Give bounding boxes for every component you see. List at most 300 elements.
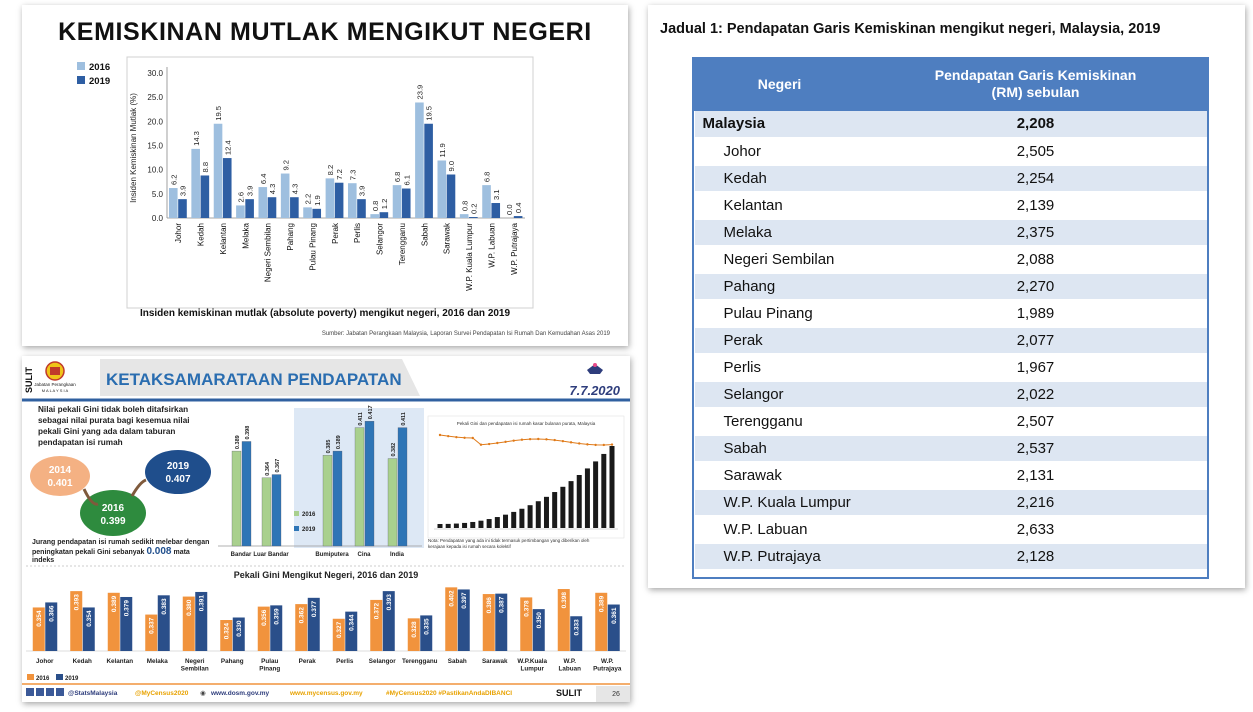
table-row — [695, 516, 1207, 543]
gini-state-data-label: 0.389 — [110, 595, 118, 613]
table-row — [695, 273, 1207, 300]
poverty-category-label: Melaka — [241, 223, 251, 249]
gini-state-category-label: Perak — [298, 658, 316, 665]
agency-country: M A L A Y S I A — [41, 388, 69, 393]
gini-state-data-label: 0.350 — [535, 612, 543, 629]
table-header-income-line2: (RM) sebulan — [991, 84, 1080, 100]
poverty-bar-2016 — [191, 149, 200, 218]
poverty-bar-2016 — [214, 124, 223, 218]
table-cell-state: Malaysia — [695, 111, 865, 138]
gini-state-data-label: 0.389 — [598, 595, 606, 613]
table-cell-state: W.P. Kuala Lumpur — [695, 489, 865, 516]
poverty-category-label: Johor — [174, 223, 184, 244]
gini-state-category-label: Negeri — [184, 658, 205, 665]
strata-data-label: 0.411 — [401, 412, 407, 426]
poverty-data-label: 19.5 — [424, 105, 434, 121]
table-cell-state: Negeri Sembilan — [695, 246, 865, 273]
poverty-bar-2019 — [268, 197, 277, 218]
strata-data-label: 0.417 — [368, 405, 374, 420]
poverty-legend — [77, 62, 110, 87]
gini-state-chart-title: Pekali Gini Mengikut Negeri, 2016 dan 2019 — [233, 570, 419, 580]
poverty-data-label: 6.4 — [258, 173, 268, 185]
gini-state-category-label: Kedah — [72, 658, 92, 665]
table-row — [695, 381, 1207, 408]
strata-bar-2016 — [388, 459, 397, 546]
income-bar — [454, 524, 459, 528]
table-cell-state: Sabah — [695, 435, 865, 462]
gini-state-data-label: 0.383 — [160, 598, 168, 615]
sulit-vertical-label: SULIT — [24, 367, 34, 393]
poverty-bar-2016 — [482, 185, 491, 218]
table-header-income — [865, 58, 1207, 111]
poverty-category-label: Terengganu — [397, 223, 407, 266]
gini-state-category-label: W.P. — [601, 658, 614, 665]
poverty-data-label: 2.2 — [303, 193, 313, 205]
strata-category-label: Luar Bandar — [253, 552, 289, 558]
table-row — [695, 489, 1207, 516]
gini-state-category-label: Labuan — [558, 665, 581, 673]
gini-state-category-label: Kelantan — [106, 658, 134, 665]
poverty-data-label: 6.2 — [169, 174, 179, 186]
gini-state-category-label: Sembilan — [180, 665, 209, 673]
income-bar — [446, 524, 451, 528]
table-row — [695, 165, 1207, 192]
table-cell-income: 2,022 — [865, 381, 1207, 408]
gini-legend-2016: 2016 — [36, 676, 50, 682]
table-cell-state: Kelantan — [695, 192, 865, 219]
table-cell-state: Kedah — [695, 165, 865, 192]
poverty-data-label: 12.4 — [223, 140, 233, 156]
poverty-line-table — [694, 57, 1207, 571]
strata-data-label: 0.364 — [265, 461, 271, 476]
strata-data-label: 0.398 — [245, 425, 251, 440]
poverty-data-label: 9.2 — [281, 159, 291, 171]
table-cell-state: Terengganu — [695, 408, 865, 435]
poverty-y-tick: 10.0 — [147, 165, 163, 175]
income-bar — [585, 468, 590, 528]
gini-2019-circle — [145, 450, 211, 494]
poverty-bar-2016 — [326, 178, 335, 218]
table-row — [695, 219, 1207, 246]
legend-swatch-2016 — [77, 62, 85, 70]
gini-2014-value: 0.401 — [47, 478, 73, 489]
globe-icon: ◉ — [200, 690, 206, 697]
gini-state-data-label: 0.386 — [485, 597, 493, 614]
footer-dosm-url[interactable]: www.dosm.gov.my — [211, 690, 270, 697]
table-cell-state: Melaka — [695, 219, 865, 246]
poverty-data-label: 3.9 — [357, 185, 367, 197]
gap-unit: mata — [173, 549, 190, 556]
footer-mycensus-url[interactable]: www.mycensus.gov.my — [290, 690, 363, 697]
table-row — [695, 300, 1207, 327]
table-cell-income: 2,254 — [865, 165, 1207, 192]
income-bar — [610, 446, 615, 528]
strata-bar-2019 — [398, 428, 407, 546]
gap-text-2: peningkatan pekali Gini sebanyak — [32, 549, 145, 556]
poverty-bar-2016 — [348, 183, 357, 218]
gini-state-data-label: 0.330 — [235, 620, 243, 637]
strata-bar-2019 — [272, 475, 281, 546]
instagram-icon[interactable] — [36, 688, 44, 696]
poverty-category-label: Selangor — [375, 223, 385, 256]
income-bar — [544, 497, 549, 528]
table-row — [695, 192, 1207, 219]
gini-legend-2019: 2019 — [65, 676, 79, 682]
table-cell-income: 2,208 — [865, 111, 1207, 138]
gini-state-data-label: 0.335 — [423, 618, 431, 635]
table-cell-income: 2,505 — [865, 138, 1207, 165]
income-bar — [487, 519, 492, 528]
poverty-bar-2019 — [380, 212, 389, 218]
table-cell-income: 2,375 — [865, 219, 1207, 246]
gini-state-category-label: Sarawak — [481, 658, 508, 665]
table-cell-state: Pulau Pinang — [695, 300, 865, 327]
poverty-bar-2016 — [303, 207, 312, 218]
poverty-data-label: 3.1 — [491, 189, 501, 201]
gini-state-category-label: Perlis — [336, 658, 354, 665]
gini-state-data-label: 0.393 — [385, 594, 393, 611]
income-bar — [569, 481, 574, 528]
poverty-y-tick: 25.0 — [147, 93, 163, 103]
gini-state-data-label: 0.333 — [573, 619, 581, 636]
strata-bar-2016 — [355, 428, 364, 546]
gini-state-data-label: 0.379 — [123, 599, 131, 617]
poverty-y-tick: 5.0 — [151, 189, 163, 199]
poverty-data-label: 11.9 — [437, 143, 447, 158]
strata-category-label: Cina — [357, 552, 371, 558]
poverty-data-label: 1.2 — [379, 198, 389, 210]
gini-state-category-label: Sabah — [447, 658, 467, 665]
table-cell-income: 2,131 — [865, 462, 1207, 489]
gini-state-category-label: Johor — [36, 658, 54, 665]
gap-text-1: Jurang pendapatan isi rumah sedikit melebar dengan — [32, 539, 210, 546]
footer-sulit: SULIT — [556, 688, 582, 698]
poverty-data-label: 6.1 — [402, 174, 412, 186]
poverty-data-label: 3.9 — [245, 185, 255, 197]
gini-state-data-label: 0.337 — [148, 617, 156, 634]
strata-legend-swatch-2016 — [294, 511, 299, 516]
gini-state-category-label: Melaka — [146, 658, 168, 665]
poverty-data-label: 23.9 — [415, 84, 425, 100]
gini-state-category-label: Putrajaya — [593, 665, 622, 673]
income-bar — [593, 461, 598, 528]
table-row — [695, 408, 1207, 435]
table-header-state: Negeri — [695, 58, 865, 111]
arrow-2016-2019-icon — [132, 480, 146, 496]
table-cell-income: 2,537 — [865, 435, 1207, 462]
gini-state-data-label: 0.366 — [48, 605, 56, 622]
poverty-chart-title: KEMISKINAN MUTLAK MENGIKUT NEGERI — [58, 18, 592, 46]
table-row — [695, 138, 1207, 165]
poverty-data-label: 6.8 — [482, 171, 492, 183]
strata-bar-2019 — [365, 421, 374, 546]
footer-social-handle[interactable]: @StatsMalaysia — [68, 690, 118, 697]
gini-state-category-label: W.P. — [563, 658, 576, 665]
income-gini-note-2: kerajaan kepada isi rumah secara kolektif — [428, 544, 511, 549]
poverty-bar-2019 — [469, 217, 478, 218]
poverty-bar-2019 — [245, 199, 254, 218]
poverty-chart-panel — [22, 5, 628, 346]
gini-state-data-label: 0.361 — [610, 607, 618, 624]
poverty-data-label: 8.8 — [200, 161, 210, 173]
gini-state-data-label: 0.372 — [373, 602, 381, 620]
gini-state-data-label: 0.354 — [35, 610, 43, 627]
income-bar — [495, 517, 500, 528]
dosm-logo-icon — [46, 362, 64, 380]
poverty-category-label: W.P. Labuan — [487, 223, 497, 268]
svg-text:peningkatan pekali Gini sebany — [32, 546, 190, 557]
table-cell-income: 2,270 — [865, 273, 1207, 300]
gini-2014-year: 2014 — [48, 465, 72, 476]
strata-data-label: 0.389 — [336, 435, 342, 450]
inequality-slide-canvas — [22, 356, 630, 702]
poverty-y-tick: 30.0 — [147, 69, 163, 78]
gini-state-category-label: Pinang — [259, 665, 281, 673]
table-cell-income: 2,128 — [865, 543, 1207, 570]
poverty-data-label: 8.2 — [326, 164, 336, 176]
gini-state-data-label: 0.393 — [73, 594, 81, 611]
poverty-y-tick: 0.0 — [151, 214, 163, 223]
income-bar — [536, 501, 541, 528]
strata-bar-2016 — [262, 478, 271, 546]
gini-state-data-label: 0.359 — [273, 608, 281, 625]
poverty-data-label: 0.0 — [505, 204, 515, 215]
gini-state-data-label: 0.380 — [185, 599, 193, 616]
strata-data-label: 0.382 — [391, 442, 397, 457]
income-bar — [511, 512, 516, 528]
table-cell-state: Sarawak — [695, 462, 865, 489]
poverty-category-label: W.P. Putrajaya — [509, 223, 519, 275]
income-bar — [601, 454, 606, 528]
page-number: 26 — [612, 691, 620, 698]
gini-state-data-label: 0.354 — [85, 610, 93, 627]
intro-line-3: pekali Gini yang ada dalam taburan — [38, 427, 176, 436]
poverty-data-label: 0.4 — [514, 202, 524, 214]
poverty-bar-2019 — [424, 124, 433, 218]
table-cell-income: 1,989 — [865, 300, 1207, 327]
table-cell-income: 2,633 — [865, 516, 1207, 543]
gini-state-data-label: 0.327 — [335, 621, 343, 639]
table-row — [695, 246, 1207, 273]
gini-state-category-label: W.P.Kuala — [517, 658, 548, 665]
poverty-bar-2016 — [393, 185, 402, 218]
poverty-y-axis-label: Insiden Kemiskinan Mutlak (%) — [129, 93, 138, 203]
poverty-data-label: 6.8 — [393, 171, 403, 183]
strata-data-label: 0.385 — [326, 439, 332, 454]
strata-category-label: Bumiputera — [315, 552, 349, 558]
gap-text-3: indeks — [32, 557, 55, 564]
poverty-data-label: 19.5 — [214, 105, 224, 121]
poverty-bar-2019 — [357, 199, 366, 218]
table-cell-state: Perak — [695, 327, 865, 354]
poverty-category-label: W.P. Kuala Lumpur — [465, 223, 475, 291]
table-row — [695, 462, 1207, 489]
poverty-chart — [22, 5, 628, 346]
strata-data-label: 0.389 — [235, 435, 241, 450]
gini-state-data-label: 0.356 — [260, 609, 268, 626]
gini-2019-value: 0.407 — [165, 474, 191, 485]
poverty-category-label: Sabah — [420, 223, 430, 247]
gini-state-data-label: 0.398 — [560, 592, 568, 609]
income-bar — [560, 487, 565, 528]
income-bar — [577, 475, 582, 528]
gini-state-data-label: 0.377 — [310, 600, 318, 618]
poverty-data-label: 7.2 — [335, 169, 345, 180]
poverty-bar-2019 — [201, 175, 210, 218]
strata-legend-2016: 2016 — [302, 512, 316, 518]
intro-line-4: pendapatan isi rumah — [38, 438, 123, 447]
poverty-bar-2019 — [290, 197, 299, 218]
table-cell-income: 2,139 — [865, 192, 1207, 219]
gini-state-category-label: Lumpur — [520, 665, 544, 673]
poverty-data-label: 0.2 — [469, 203, 479, 215]
facebook-icon[interactable] — [26, 688, 34, 696]
social-icons — [26, 688, 64, 696]
income-bar — [519, 509, 524, 528]
poverty-bar-2019 — [402, 189, 411, 218]
poverty-bar-2019 — [491, 203, 500, 218]
gini-legend-swatch-2019 — [56, 674, 63, 680]
income-bar — [470, 522, 475, 528]
youtube-icon[interactable] — [46, 688, 54, 696]
legend-label-2016: 2016 — [89, 62, 111, 73]
poverty-bar-2016 — [169, 188, 178, 218]
footer-hashtags[interactable]: #MyCensus2020 #PastikanAndaDIBANCI — [386, 690, 513, 697]
poverty-bar-2019 — [223, 158, 232, 218]
strata-bar-2016 — [323, 455, 332, 546]
slide-title: KETAKSAMARATAAN PENDAPATAN — [106, 370, 402, 389]
poverty-bar-2019 — [514, 216, 523, 218]
income-bar — [503, 515, 508, 528]
income-bar — [552, 492, 557, 528]
footer-census-handle[interactable]: @MyCensus2020 — [135, 690, 189, 697]
income-gini-note-1: Nota: Pendapatan yang ada ini tidak termasuk pertimbangan yang diberikan oleh — [428, 538, 590, 543]
poverty-bar-2016 — [370, 214, 379, 218]
gini-2019-year: 2019 — [166, 461, 190, 472]
table-row — [695, 111, 1207, 138]
table-row — [695, 435, 1207, 462]
gini-state-data-label: 0.344 — [348, 614, 356, 631]
strata-legend-swatch-2019 — [294, 526, 299, 531]
table-cell-income: 2,507 — [865, 408, 1207, 435]
income-bar — [438, 524, 443, 528]
poverty-category-label: Kedah — [196, 223, 206, 247]
poverty-data-label: 1.9 — [312, 195, 322, 206]
poverty-bar-2019 — [178, 199, 187, 218]
strata-bar-2019 — [242, 441, 251, 546]
strata-category-label: Bandar — [230, 552, 252, 558]
table-cell-state: Perlis — [695, 354, 865, 381]
gini-state-data-label: 0.378 — [523, 600, 531, 617]
strata-legend-2019: 2019 — [302, 527, 316, 533]
poverty-data-label: 4.3 — [290, 183, 300, 195]
poverty-bar-2016 — [281, 174, 290, 218]
poverty-bar-2016 — [415, 102, 424, 218]
poverty-bar-2019 — [335, 183, 344, 218]
poverty-data-label: 9.0 — [447, 160, 457, 172]
table-cell-state: Johor — [695, 138, 865, 165]
inequality-slide — [22, 356, 630, 702]
table-row — [695, 327, 1207, 354]
gini-state-data-label: 0.391 — [198, 594, 206, 612]
strata-category-label: India — [389, 552, 405, 558]
poverty-bar-2019 — [312, 209, 321, 218]
poverty-category-label: Perak — [330, 223, 340, 244]
poverty-y-tick: 15.0 — [147, 141, 163, 151]
poverty-y-tick: 20.0 — [147, 117, 163, 127]
census-logo-icon — [587, 363, 603, 374]
poverty-data-label: 0.8 — [460, 200, 470, 212]
gini-state-category-label: Selangor — [368, 658, 396, 665]
poverty-data-label: 7.3 — [348, 169, 358, 181]
legend-swatch-2019 — [77, 76, 85, 84]
table-cell-state: Pahang — [695, 273, 865, 300]
poverty-data-label: 3.9 — [178, 185, 188, 197]
gini-state-data-label: 0.397 — [460, 592, 468, 609]
strata-bar-2019 — [333, 451, 342, 546]
table-row — [695, 354, 1207, 381]
poverty-line-table-panel — [648, 5, 1245, 588]
poverty-category-label: Pahang — [286, 223, 296, 251]
intro-line-2: sebagai nilai purata bagi kesemua nilai — [38, 416, 190, 425]
table-cell-income: 1,967 — [865, 354, 1207, 381]
gini-state-data-label: 0.402 — [448, 590, 456, 607]
strata-bar-2016 — [232, 451, 241, 546]
poverty-category-label: Kelantan — [218, 223, 228, 255]
poverty-category-label: Pulau Pinang — [308, 223, 318, 271]
table-cell-income: 2,077 — [865, 327, 1207, 354]
poverty-data-label: 2.6 — [236, 191, 246, 203]
poverty-bar-2016 — [236, 205, 245, 218]
gini-state-data-label: 0.324 — [223, 623, 231, 640]
gini-state-category-label: Pulau — [261, 658, 279, 665]
poverty-category-label: Perlis — [353, 223, 363, 244]
gini-2016-value: 0.399 — [100, 516, 126, 527]
poverty-chart-subtitle: Insiden kemiskinan mutlak (absolute poverty) mengikut negeri, 2016 dan 2019 — [139, 308, 511, 319]
twitter-icon[interactable] — [56, 688, 64, 696]
strata-area-bg — [216, 408, 294, 548]
poverty-data-label: 14.3 — [191, 131, 201, 146]
table-cell-income: 2,088 — [865, 246, 1207, 273]
gini-2016-year: 2016 — [101, 503, 125, 514]
poverty-chart-source: Sumber: Jabatan Perangkaan Malaysia, Laporan Survei Pendapatan Isi Rumah Dan Kemudahan Asas 2019 — [321, 331, 610, 337]
table-title: Jadual 1: Pendapatan Garis Kemiskinan mengikut negeri, Malaysia, 2019 — [660, 21, 1161, 37]
poverty-bar-2016 — [437, 160, 446, 218]
gini-state-category-label: Pahang — [220, 658, 244, 665]
poverty-category-label: Negeri Sembilan — [263, 223, 273, 283]
gini-state-data-label: 0.362 — [298, 607, 306, 624]
agency-name: Jabatan Perangkaan — [34, 382, 76, 387]
gini-2014-circle — [30, 456, 90, 496]
poverty-category-label: Sarawak — [442, 223, 452, 255]
gini-state-category-label: Terengganu — [401, 658, 438, 665]
slide-date: 7.7.2020 — [569, 383, 620, 398]
gini-legend-swatch-2016 — [27, 674, 34, 680]
strata-data-label: 0.367 — [275, 458, 281, 473]
income-bar — [528, 505, 533, 528]
poverty-bar-2019 — [447, 175, 456, 219]
table-cell-state: W.P. Putrajaya — [695, 543, 865, 570]
poverty-bar-2016 — [258, 187, 267, 218]
table-cell-income: 2,216 — [865, 489, 1207, 516]
strata-data-label: 0.411 — [358, 412, 364, 426]
poverty-data-label: 0.8 — [370, 200, 380, 212]
table-row — [695, 543, 1207, 570]
poverty-bar-2016 — [460, 214, 469, 218]
gap-value: 0.008 — [146, 546, 172, 557]
income-gini-chart-title: Pekali Gini dan pendapatan isi rumah kasar bulanan purata, Malaysia — [456, 421, 596, 426]
table-header-income-line1: Pendapatan Garis Kemiskinan — [934, 67, 1137, 83]
